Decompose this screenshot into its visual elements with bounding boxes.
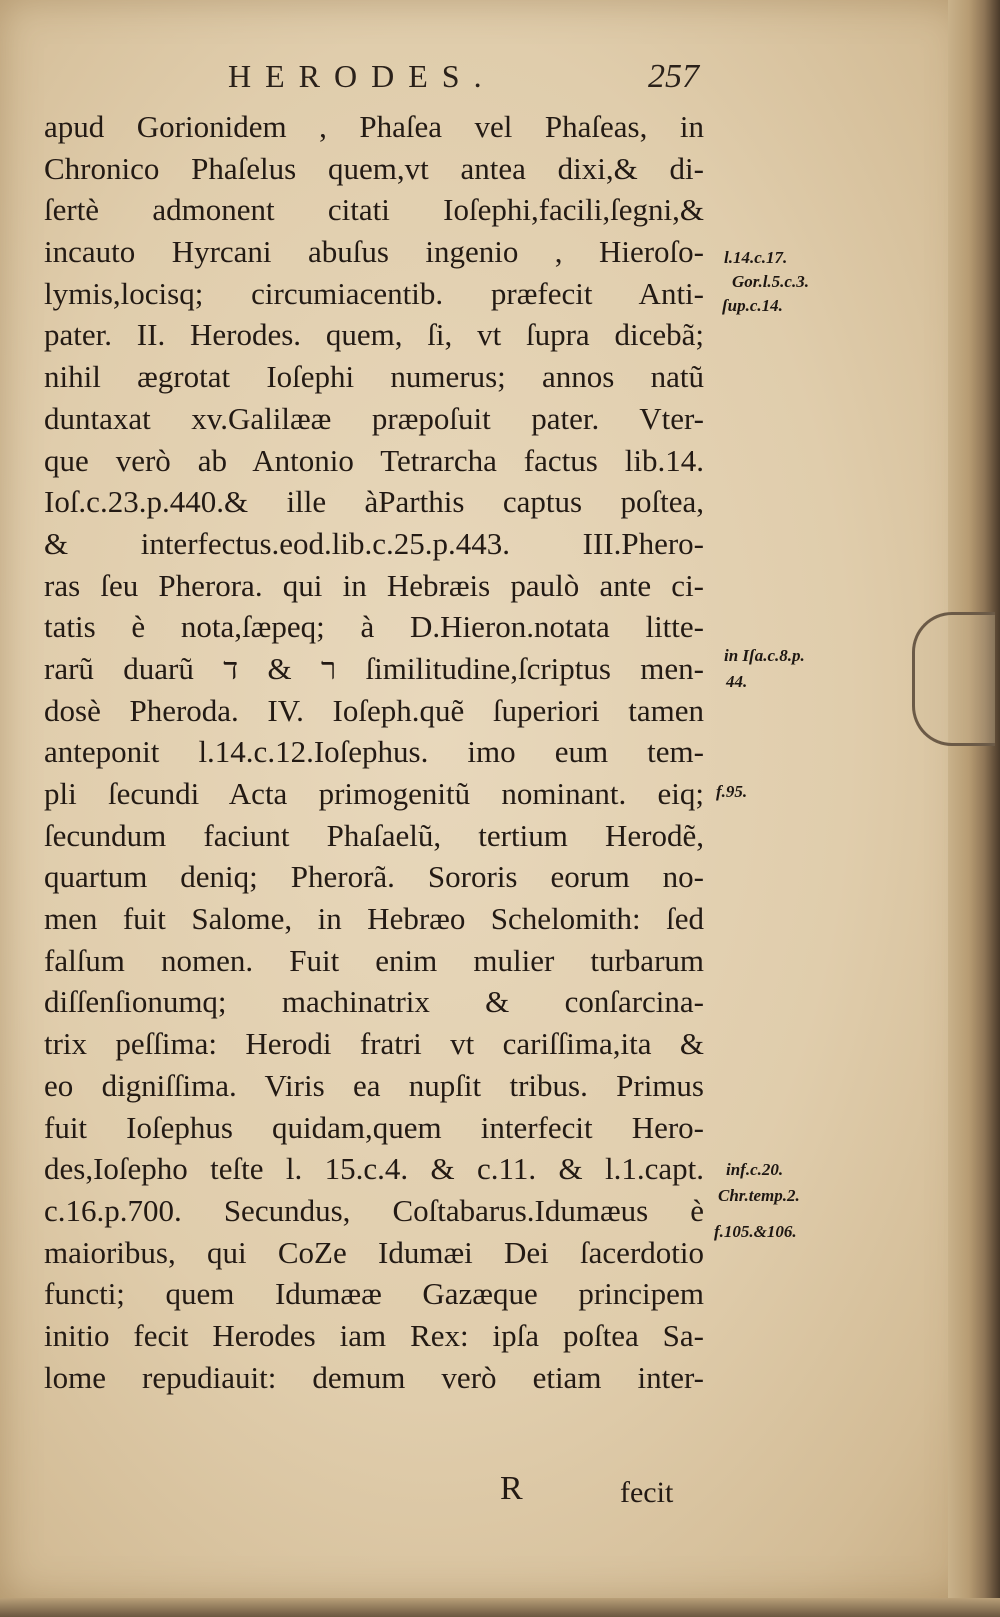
page-clip xyxy=(912,612,995,746)
text-line: functi; quem Idumææ Gazæque principem xyxy=(44,1276,704,1312)
marginal-note: ſup.c.14. xyxy=(722,296,783,315)
text-line: men fuit Salome, in Hebræo Schelomith: ſed xyxy=(44,901,704,937)
text-line: c.16.p.700. Secundus, Coſtabarus.Idumæus è xyxy=(44,1192,704,1228)
text-line: initio fecit Herodes iam Rex: ipſa poſtea Sa- xyxy=(44,1317,704,1353)
signature-mark: R xyxy=(500,1470,523,1507)
text-line: fuit Ioſephus quidam,quem interfecit Hero- xyxy=(44,1109,704,1145)
running-title: HERODES. xyxy=(228,58,496,94)
marginal-note: Gor.l.5.c.3. xyxy=(732,272,809,291)
text-line: lome repudiauit: demum verò etiam inter- xyxy=(44,1359,704,1395)
text-line: pli ſecundi Acta primogenitũ nominant. eiq; xyxy=(44,776,704,811)
marginal-note: Chr.temp.2. xyxy=(718,1186,800,1205)
page-bottom-edge xyxy=(0,1598,1000,1617)
text-line: tatis è nota,ſæpeq; à D.Hieron.notata litte- xyxy=(44,609,704,645)
text-line: & interfectus.eod.lib.c.25.p.443. III.Phero- xyxy=(44,525,704,561)
text-line: dosè Pheroda. IV. Ioſeph.quẽ ſuperiori tamen xyxy=(44,692,704,728)
text-line: quartum deniq; Pherorã. Sororis eorum no- xyxy=(44,859,704,895)
text-line: rarũ duarũ ר & ד ſimilitudine,ſcriptus men- xyxy=(44,650,704,686)
text-line: que verò ab Antonio Tetrarcha factus lib.14. xyxy=(44,442,704,478)
marginal-note: 44. xyxy=(726,672,748,691)
text-line: ſertè admonent citati Ioſephi,facili,ſegni,& xyxy=(44,192,704,228)
text-line: pater. II. Herodes. quem, ſi, vt ſupra dicebã; xyxy=(44,317,704,353)
text-line: ſecundum faciunt Phaſaelũ, tertium Herodẽ, xyxy=(44,817,704,853)
page-fore-edge xyxy=(948,0,1000,1617)
marginal-note: l.14.c.17. xyxy=(724,248,788,267)
text-line: apud Gorionidem , Phaſea vel Phaſeas, in xyxy=(44,109,704,144)
text-line: des,Ioſepho teſte l. 15.c.4. & c.11. & l.1.capt. xyxy=(44,1151,704,1187)
text-line: maioribus, qui CoZe Idumæi Dei ſacerdotio xyxy=(44,1234,704,1270)
marginal-note: f.105.&106. xyxy=(714,1222,797,1241)
catchword: fecit xyxy=(620,1476,674,1509)
marginal-note: inf.c.20. xyxy=(726,1160,784,1179)
text-line: lymis,locisq; circumiacentib. præfecit Anti- xyxy=(44,275,704,311)
page-number: 257 xyxy=(648,58,699,95)
body-text xyxy=(44,106,704,1398)
text-line: eo digniſſima. Viris ea nupſit tribus. Primus xyxy=(44,1067,704,1103)
text-line: incauto Hyrcani abuſus ingenio , Hieroſo- xyxy=(44,234,704,270)
text-line: duntaxat xv.Galilææ præpoſuit pater. Vter- xyxy=(44,400,704,436)
text-line: trix peſſima: Herodi fratri vt cariſſima,ita & xyxy=(44,1026,704,1062)
text-line: diſſenſionumq; machinatrix & conſarcina- xyxy=(44,984,704,1020)
text-line: falſum nomen. Fuit enim mulier turbarum xyxy=(44,942,704,978)
marginal-note: in Iſa.c.8.p. xyxy=(724,646,805,665)
text-line: nihil ægrotat Ioſephi numerus; annos natũ xyxy=(44,359,704,395)
text-line: Chronico Phaſelus quem,vt antea dixi,& di- xyxy=(44,150,704,186)
marginal-note: f.95. xyxy=(716,782,748,801)
text-line: Ioſ.c.23.p.440.& ille àParthis captus poſtea, xyxy=(44,484,704,520)
text-line: anteponit l.14.c.12.Ioſephus. imo eum tem- xyxy=(44,734,704,770)
text-line: ras ſeu Pherora. qui in Hebræis paulò ante ci- xyxy=(44,567,704,603)
